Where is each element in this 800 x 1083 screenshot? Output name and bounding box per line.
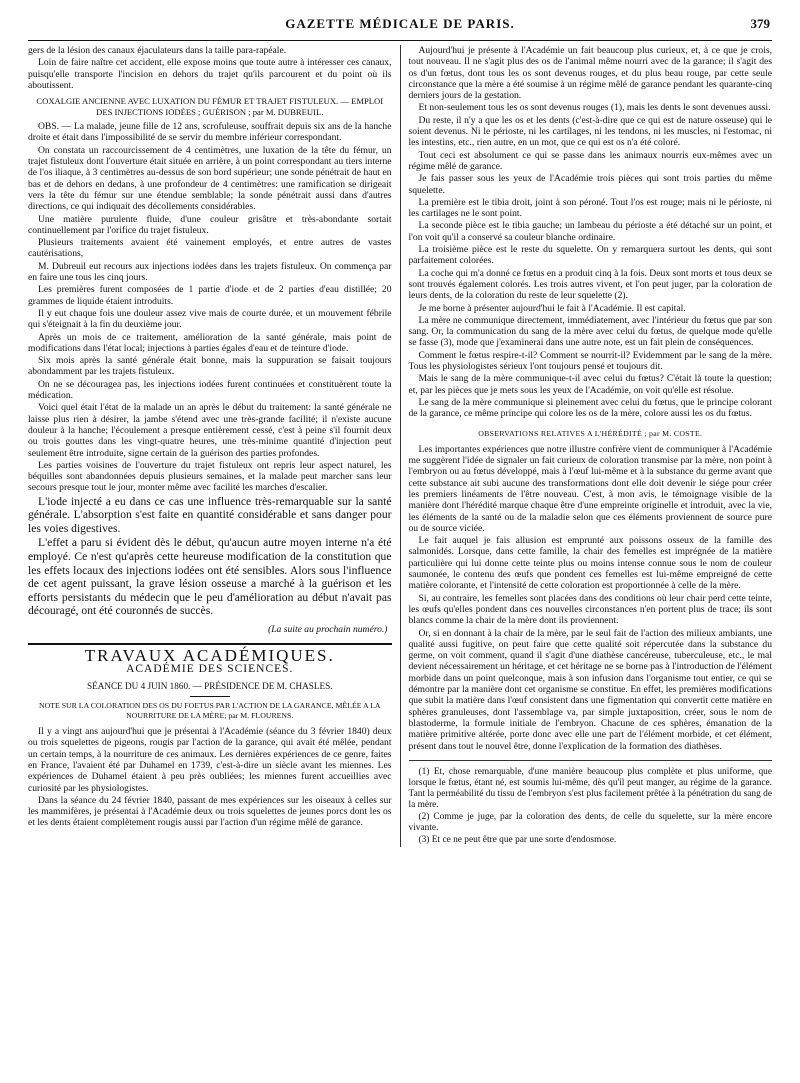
- flourens-paragraphs: [409, 45, 773, 420]
- continued-paragraph: gers de la lésion des canaux éjaculateurs dans la taille para-rapéale.: [28, 45, 287, 56]
- paragraph: Les premières furent composées de 1 partie d'iode et de 2 parties d'eau distillée; 20 grammes de liquide étaient introduits.: [28, 284, 392, 307]
- note-heading: NOTE SUR LA COLORATION DES OS DU FOETUS PAR L'ACTION DE LA GARANCE, MÊLÉE A LA NOURRITURE DE LA MÈRE; par M. FLOURENS.: [38, 701, 381, 720]
- paragraph: On constata un raccourcissement de 4 centimètres, une luxation de la tête du fémur, un trajet fistuleux dont l'ouverture était située en arrière, à un point correspondant au tiers interne de l'os iliaque, à 3 centimètres au-dessus de son bord supérieur; une sonde pénétrait de haut en bas et de dehors en dedans, à une profondeur de 4 centimètres: une ramification se dirigeait vers la tête du fémur sur une étendue semblable; la sonde pénétrait aussi dans d'autres directions, ce qui indiquait des décollements considérables.: [28, 144, 392, 213]
- paragraph: Il y eut chaque fois une douleur assez vive mais de courte durée, et un mouvement fébrile qui s'éteignait à la fin du deuxième jour.: [28, 307, 392, 331]
- paragraph: Or, si en donnant à la chair de la mère, par le seul fait de l'action des milieux ambiants, une qualité aussi fugitive, on peut faire que cette qualité soit répercutée dans la substance du germe, on voit comment, quand il s'agit d'une diathèse cancéreuse, tuberculeuse, etc., le mal devient nécessairement un héritage, et cet héritage ne se borne pas à l'introduction de l'élément morbide dans un point quelconque, mais à son infusion dans l'organisme tout entier, ce qui se démontre par la manière dont cet organisme se constitue. En effet, les premières modifications que subit la matière dans l'œuf consistent dans une figmentation qui convertit cette matière en sphères granuleuses, dont l'assemblage va, par simple juxtaposition, créer, sous le nom de blastoderme, la formule initiale de l'embryon. Chacune de ces sphères, émanation de la matière primitive altérée, porte donc avec elle une part de l'élément morbide, et cet élément, présent dans tout le nouvel être, donne l'explication de la formation des diathèses.: [408, 627, 772, 752]
- paragraph: Les importantes expériences que notre illustre confrère vient de communiquer à l'Académie me suggèrent l'idée de signaler un fait curieux de coloration transmise par la mère, non point à l'embryon ou au fœtus développé, mais à l'œuf lui-même et à la substance du germe avant que cette substance ait subi aucune des transformations dont elle doit devenir le siége pour créer les premiers linéaments de l'être nouveau. C'est, à mon avis, le témoignage visible de la manière dont l'hérédité marque chaque être d'une empreinte originelle et introduit, avec la vie, les éléments de la santé ou de la maladie selon que ces éléments proviennent de source pure ou de source viciée.: [408, 443, 772, 534]
- paragraph: Mais le sang de la mère communique-t-il avec celui du fœtus? C'était là toute la question; et, par les pièces que je mets sous les yeux de l'Académie, on voit qu'elle est résolue.: [408, 373, 772, 396]
- paragraph: Il y a vingt ans aujourd'hui que je présentai à l'Académie (séance du 3 février 1840) deux ou trois squelettes de pigeons, rougis par l'action de la garance, qui avait été mêlée, pendant un certain temps, à la nourriture de ces animaux. Les dernières expériences de ce genre, faites en France, l'avaient été par Duhamel en 1739, c'est-à-dire un siècle avant les miennes. Les expériences de Duhamel étaient à peu près oubliées; les miennes furent accueillies avec curiosité par les physiologistes.: [28, 726, 392, 794]
- footnote: (3) Et ce ne peut être que par une sorte d'endosmose.: [418, 834, 617, 845]
- paragraph: Je fais passer sous les yeux de l'Académie trois pièces qui sont trois parties du même squelette.: [408, 173, 772, 196]
- paragraph: La coche qui m'a donné ce fœtus en a produit cinq à la fois. Deux sont morts et tous deux se sont trouvés également colorés. Les trois autres vivent, et l'on peut juger, par la coloration de leurs dents, de la coloration du reste de leur squelette (2).: [408, 267, 772, 302]
- paragraph: Le fait auquel je fais allusion est emprunté aux poissons osseux de la famille des salmonidés. Lorsque, dans cette famille, la chair des femelles est imprégnée de la matière particulière qui lui donne cette teinte plus ou moins intense connue sous le nom de couleur saumonée, le contenu des œufs que pondent ces femelles est lui-même empreigné de cette matière colorante, et l'intensité de cette coloration est proportionnée à celle de la mère.: [408, 535, 772, 592]
- paragraph: La première est le tibia droit, joint à son péroné. Tout l'os est rouge; mais ni le périoste, ni les cartilages ne le sont point.: [408, 196, 772, 220]
- paragraph: Dans la séance du 24 février 1840, passant de mes expériences sur les oiseaux à celles sur les mammifères, je présentai à l'Académie deux ou trois squelettes de jeunes porcs dont les os et les dents étaient complètement rougis aussi par l'action d'un régime mêlé de garance.: [28, 794, 392, 829]
- footnote: (1) Et, chose remarquable, d'une manière beaucoup plus complète et plus uniforme, que lorsque le fœtus, étant né, est soumis lui-même, dès qu'il peut manger, au régime de la garance. Tant la perméabilité du tissu de l'embryon s'est plus facilement prêtée à la pénétration du sang de la mère.: [408, 766, 772, 810]
- conclusion-paragraphs: [28, 495, 392, 618]
- paragraph: La mère ne communique directement, immédiatement, avec l'intérieur du fœtus que par son sang. Or, la communication du sang de la mère avec celui du fœtus, de quelque mode qu'elle se fasse (3), mode que j'examinerai dans une autre note, est un fait plein de conséquences.: [408, 314, 772, 349]
- note-paragraphs: [28, 726, 392, 829]
- session-line: SÉANCE DU 4 JUIN 1860. — PRÉSIDENCE DE M. CHASLES.: [86, 680, 333, 691]
- paragraph: Tout ceci est absolument ce qui se passe dans les animaux nourris eux-mêmes avec un régime mêlé de garance.: [408, 149, 772, 172]
- paragraph: On ne se découragea pas, les injections iodées furent continuées et constituèrent toute la médication.: [28, 378, 392, 402]
- paragraph: Comment le fœtus respire-t-il? Comment se nourrit-il? Evidemment par le sang de la mère. Tous les physiologistes sérieux l'ont toujours pensé et toujours dit.: [408, 349, 772, 373]
- right-column: [409, 45, 773, 847]
- paragraph: M. Dubreuil eut recours aux injections iodées dans les trajets fistuleux. On commença par en faire une tous les cinq jours.: [28, 260, 392, 284]
- paragraph: Je me borne à présenter aujourd'hui le fait à l'Académie. Il est capital.: [418, 302, 686, 314]
- paragraph: Si, au contraire, les femelles sont placées dans des conditions où leur chair perd cette teinte, les œufs qu'elles pondent dans ces nouvelles circonstances n'en portent plus de trace; ils sont blancs comme la chair de la mère dont ils proviennent.: [408, 592, 772, 627]
- paragraph: Voici quel était l'état de la malade un an après le début du traitement: la santé générale ne laisse plus rien à désirer, la jambe s'étend avec une très-grande facilité; il n'existe aucune douleur à la hanche; l'écoulement a presque entièrement cessé, c'est à peine s'il fournit deux ou trois gouttes dans les vingt-quatre heures, une très-minime quantité d'injection peut seulement être introduite, signe certain de la guérison des parties profondes.: [28, 402, 392, 459]
- paragraph: La seconde pièce est le tibia gauche; un lambeau du périoste a été détaché sur un point, et l'on voit qu'il a conservé sa couleur blanche ordinaire.: [408, 220, 772, 243]
- continued-notice: (La suite au prochain numéro.): [268, 624, 388, 636]
- paragraph: Après un mois de ce traitement, amélioration de la santé générale, mais point de modifications dans l'état local; injections à parties égales d'eau et de teinture d'iode.: [28, 331, 392, 354]
- paragraph: Une matière purulente fluide, d'une couleur grisâtre et très-abondante sortait continuellement par l'orifice du trajet fistuleux.: [28, 213, 392, 236]
- paragraph: Six mois après la santé générale était bonne, mais la suppuration se faisait toujours abondamment par les trajets fistuleux.: [28, 355, 392, 378]
- paragraph: La troisième pièce est le reste du squelette. On y remarquera surtout les dents, qui sont parfaitement colorées.: [408, 244, 772, 267]
- footnote: (2) Comme je juge, par la coloration des dents, de celle du squelette, sur la mère encore vivante.: [408, 811, 772, 833]
- coste-paragraphs: [409, 444, 773, 752]
- two-column-body: [28, 45, 772, 847]
- paragraph: L'effet a paru si évident dès le début, qu'aucun autre moyen interne n'a été employé. Ce n'est qu'après cette heureuse modification de la constitution que les effets locaux des injections iodées ont été sensibles. Alors sous l'influence de cet agent puissant, la grave lésion osseuse a marché à la guérison et les efforts persistants du médecin que le peu d'amélioration au début n'avait pas découragé, ont été couronnés de succès.: [28, 536, 392, 618]
- section-title: TRAVAUX ACADÉMIQUES.: [84, 646, 335, 666]
- section-divider: [28, 643, 392, 645]
- short-divider: [190, 696, 230, 697]
- footnotes: [409, 760, 773, 846]
- paragraph: L'iode injecté a eu dans ce cas une influence très-remarquable sur la santé générale. L'absorption s'est faite en quantité considérable et sans danger pour les voies digestives.: [28, 494, 392, 535]
- paragraph: Aujourd'hui je présente à l'Académie un fait beaucoup plus curieux, et, à ce que je crois, tout nouveau. Il ne s'agit plus des os de l'animal même nourri avec de la garance; il s'agit des os d'un fœtus, dont tous les os sont devenus rouges, et du plus beau rouge, par cette seule circonstance que la mère a été soumise à un régime mêlé de garance pendant les quarante-cinq derniers jours de la gestation.: [408, 45, 772, 102]
- paragraph: Loin de faire naître cet accident, elle expose moins que toute autre à intéresser ces canaux, puisqu'elle transporte l'incision en dehors du trajet qu'ils parcourent et du point où ils aboutissent.: [28, 57, 392, 91]
- paragraph: Du reste, il n'y a que les os et les dents (c'est-à-dire que ce qui est de nature osseuse) qui le soient devenus. Ni le périoste, ni les cartilages, ni les tendons, ni les muscles, ni l'estomac, ni les intestins, etc., rien autre, en un mot, que ce qui est os n'a été coloré.: [408, 114, 772, 149]
- case-heading: COXALGIE ANCIENNE AVEC LUXATION DU FÉMUR ET TRAJET FISTULEUX. — EMPLOI DES INJECTIONS IODÉES ; GUÉRISON ; par M. DUBREUIL.: [36, 96, 384, 117]
- case-paragraphs: [28, 121, 392, 494]
- paragraph: Le sang de la mère communique si pleinement avec celui du fœtus, que le principe colorant de la garance, ce même principe qui colore les os de la mère, colore aussi les os du fœtus.: [408, 396, 772, 420]
- page-header: [28, 14, 772, 41]
- paragraph: OBS. — La malade, jeune fille de 12 ans, scrofuleuse, souffrait depuis six ans de la hanche droite et était dans l'impossibilité de se servir du membre inférieur correspondant.: [28, 121, 392, 144]
- left-column: [28, 45, 401, 847]
- journal-title: GAZETTE MÉDICALE DE PARIS.: [285, 16, 515, 31]
- paragraph: Les parties voisines de l'ouverture du trajet fistuleux ont repris leur aspect naturel, les béquilles sont abandonnées depuis plusieurs semaines, et la malade peut marcher sans leur secours presque tout le jour, monter même avec facilité les marches d'escalier.: [28, 459, 392, 494]
- paragraph: Et non-seulement tous les os sont devenus rouges (1), mais les dents le sont devenues aussi.: [418, 102, 771, 114]
- observations-heading: OBSERVATIONS RELATIVES A L'HÉRÉDITÉ ; par M. COSTE.: [478, 428, 703, 438]
- section-subtitle: ACADÉMIE DES SCIENCES.: [126, 662, 294, 675]
- page-number: 379: [750, 16, 770, 31]
- paragraph: Plusieurs traitements avaient été vainement employés, et entre autres de vastes cautérisations,: [28, 237, 392, 260]
